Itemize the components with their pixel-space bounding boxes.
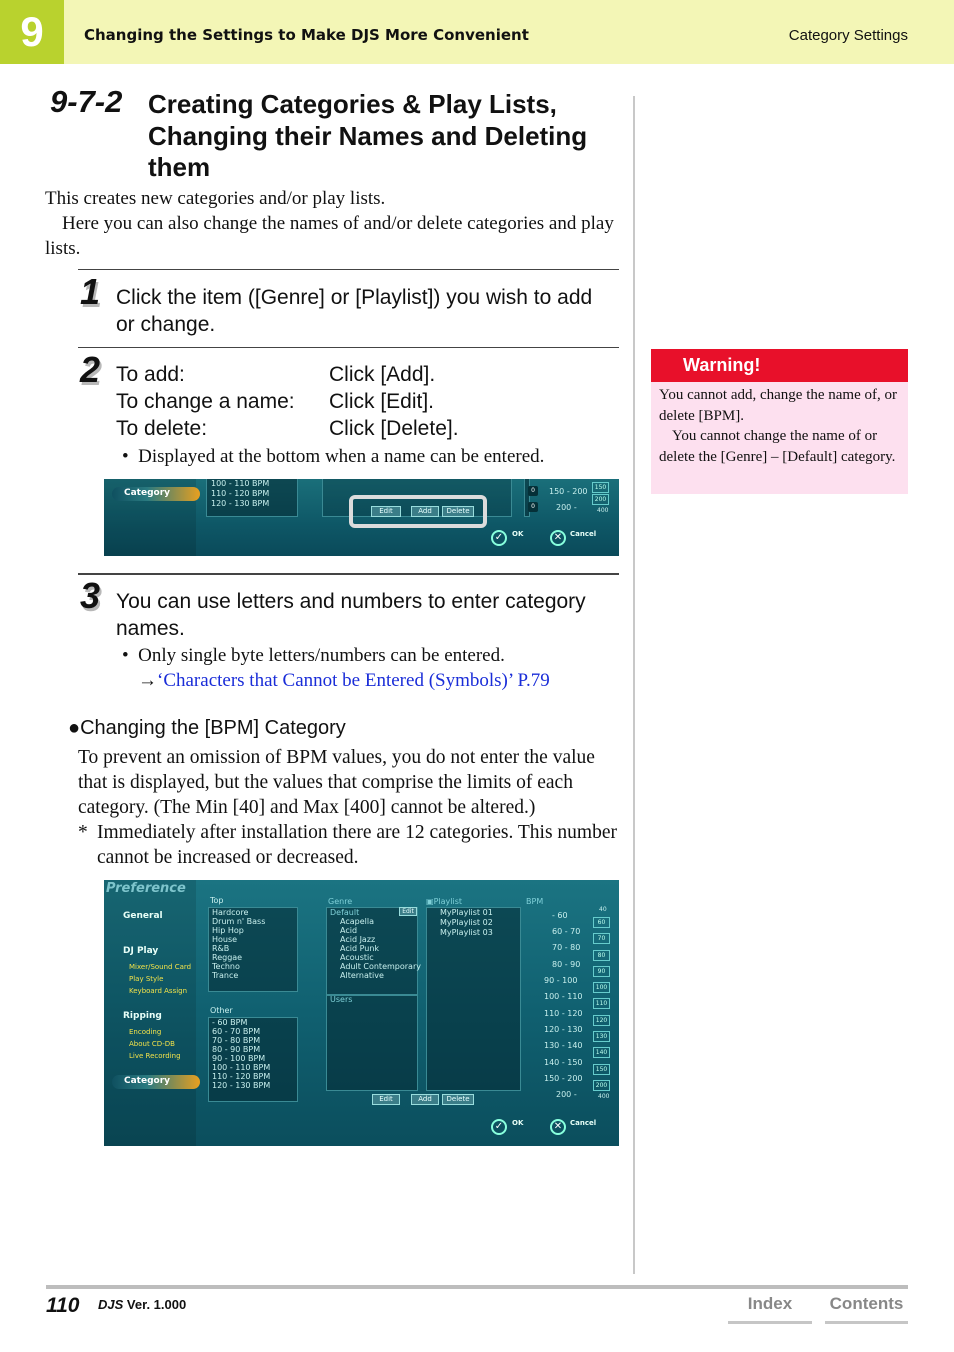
bpm-value[interactable]: 140 (593, 1047, 610, 1058)
screenshot-edit-buttons (104, 479, 619, 556)
bpm-value[interactable]: 150 (593, 1064, 610, 1075)
genre-label: Genre (328, 897, 353, 906)
playlist-item[interactable]: MyPlaylist 03 (440, 928, 493, 937)
bpm-range: 60 - 70 (552, 927, 581, 936)
list-item: 120 - 130 BPM (211, 499, 270, 508)
genre-item[interactable]: Acid Jazz (340, 935, 376, 944)
list-item[interactable]: Reggae (212, 953, 243, 962)
submenu-mixer[interactable]: Mixer/Sound Card (129, 963, 192, 971)
genre-item[interactable]: Alternative (340, 971, 384, 980)
bpm-value[interactable]: 110 (593, 998, 610, 1009)
action-value: Click [Add]. (329, 363, 436, 386)
cancel-label[interactable]: Cancel (570, 530, 597, 538)
list-item: 100 - 110 BPM (211, 479, 270, 488)
bpm-max-value: 400 (597, 507, 609, 514)
bpm-range: 200 - (556, 1090, 577, 1099)
note-asterisk: * (78, 822, 88, 843)
menu-ripping[interactable]: Ripping (123, 1011, 162, 1021)
bpm-value[interactable]: 130 (593, 1031, 610, 1042)
bpm-range: 70 - 80 (552, 943, 581, 952)
screenshot-preference-category (104, 880, 619, 1146)
playlist-item[interactable]: MyPlaylist 02 (440, 918, 493, 927)
step-3-number: 3 (80, 575, 101, 616)
bpm-value[interactable]: 200 (593, 1080, 610, 1091)
section-title: Creating Categories & Play Lists, Changing their Names and Deleting them (148, 89, 588, 182)
list-item[interactable]: Hardcore (212, 908, 249, 917)
section-name: Category Settings (788, 27, 908, 44)
step-2-number: 2 (80, 349, 101, 390)
ok-label[interactable]: OK (512, 1119, 524, 1127)
bpm-note (78, 820, 623, 870)
bpm-value[interactable]: 90 (593, 966, 610, 977)
bpm-range: 80 - 90 (552, 960, 581, 969)
bpm-value[interactable]: 100 (593, 982, 610, 993)
submenu-cddb[interactable]: About CD-DB (129, 1040, 175, 1048)
step-1-text: Click the item ([Genre] or [Playlist]) you wish to add or change. (116, 286, 593, 336)
list-item[interactable]: House (212, 935, 238, 944)
contents-link[interactable]: Contents (825, 1294, 908, 1324)
warning-paragraph-1: You cannot add, change the name of, or delete [BPM]. (659, 387, 897, 424)
preference-title: Preference (106, 881, 186, 896)
users-list-panel[interactable] (326, 995, 418, 1091)
note-text: Immediately after installation there are 12 categories. This number cannot be increased or decreased. (97, 822, 617, 868)
arrow-right-icon: → (138, 670, 157, 691)
chapter-number: 9 (0, 0, 64, 64)
list-item: 110 - 120 BPM (211, 489, 270, 498)
bpm-value[interactable]: 120 (593, 1015, 610, 1026)
action-row-delete (116, 415, 616, 442)
menu-category[interactable]: Category (124, 1076, 171, 1086)
genre-item[interactable]: Acid Punk (340, 944, 380, 953)
bpm-range: 150 - 200 (549, 487, 588, 496)
action-value: Click [Delete]. (329, 417, 459, 440)
list-item[interactable]: 80 - 90 BPM (212, 1045, 261, 1054)
ok-check-icon[interactable]: ✓ (491, 1119, 507, 1135)
step-2-bullet: • Displayed at the bottom when a name can be entered. (122, 446, 545, 467)
column-divider (633, 96, 635, 1274)
bpm-knob[interactable]: 0 (528, 502, 538, 512)
top-label: Top (210, 896, 224, 905)
submenu-keyboard[interactable]: Keyboard Assign (129, 987, 188, 995)
list-item[interactable]: 100 - 110 BPM (212, 1063, 271, 1072)
warning-body (651, 382, 908, 494)
edit-button[interactable]: Edit (371, 506, 401, 517)
bullet-dot-icon: ● (68, 717, 81, 739)
intro-line-2: Here you can also change the names of and/or delete categories and play lists. (45, 213, 614, 259)
genre-default[interactable]: Default (330, 908, 360, 917)
action-label: To add: (116, 363, 185, 386)
bpm-value[interactable]: 70 (593, 933, 610, 944)
bpm-knob[interactable]: 0 (528, 486, 538, 496)
list-item[interactable]: 90 - 100 BPM (212, 1054, 266, 1063)
menu-category: Category (124, 488, 171, 498)
bpm-value[interactable]: 200 (592, 494, 609, 505)
bpm-range: 150 - 200 (544, 1074, 583, 1083)
bpm-value[interactable]: 60 (593, 917, 610, 928)
list-item[interactable]: Techno (212, 962, 240, 971)
bpm-body: To prevent an omission of BPM values, you do not enter the value that is displayed, but the values that comprise the limits of each category. (The Min [40] and Max [400] cannot be altered.) (78, 747, 595, 818)
index-link[interactable]: Index (728, 1294, 812, 1324)
genre-edit-button[interactable]: Edit (399, 907, 417, 916)
bpm-max-value: 400 (598, 1093, 610, 1100)
step-divider (78, 269, 619, 270)
bpm-range: 100 - 110 (544, 992, 583, 1001)
bpm-range: 90 - 100 (544, 976, 578, 985)
action-row-add (116, 361, 616, 388)
bpm-value[interactable]: 150 (592, 482, 609, 493)
step-divider (78, 573, 619, 575)
edit-button[interactable]: Edit (372, 1094, 400, 1105)
playlist-item[interactable]: MyPlaylist 01 (440, 908, 493, 917)
cancel-x-icon[interactable]: ✕ (550, 530, 566, 546)
delete-button[interactable]: Delete (442, 1094, 474, 1105)
list-item[interactable]: - 60 BPM (212, 1018, 248, 1027)
section-number: 9-7-2 (50, 84, 123, 119)
cancel-x-icon[interactable]: ✕ (550, 1119, 566, 1135)
footer-rule (46, 1285, 908, 1289)
intro-text (45, 186, 625, 261)
chapter-title: Changing the Settings to Make DJS More Convenient (84, 26, 529, 44)
action-value: Click [Edit]. (329, 390, 435, 413)
symbols-page-link[interactable]: →‘Characters that Cannot be Entered (Symbols)’ P.79 (138, 670, 550, 691)
add-button[interactable]: Add (411, 1094, 439, 1105)
list-item[interactable]: 110 - 120 BPM (212, 1072, 271, 1081)
delete-button[interactable]: Delete (442, 506, 474, 517)
list-item[interactable]: 120 - 130 BPM (212, 1081, 271, 1090)
add-button[interactable]: Add (411, 506, 439, 517)
bpm-label: BPM (526, 897, 544, 906)
genre-item[interactable]: Acoustic (340, 953, 374, 962)
genre-item[interactable]: Adult Contemporary (340, 962, 421, 971)
menu-dj-play[interactable]: DJ Play (123, 946, 159, 956)
bpm-range: 200 - (556, 503, 577, 512)
submenu-live-recording[interactable]: Live Recording (129, 1052, 181, 1060)
bpm-subheading: ●Changing the [BPM] Category (68, 717, 346, 739)
bpm-range: 120 - 130 (544, 1025, 583, 1034)
step-divider (78, 347, 619, 348)
submenu-play-style[interactable]: Play Style (129, 975, 164, 983)
step-1-number: 1 (80, 271, 101, 312)
submenu-encoding[interactable]: Encoding (129, 1028, 162, 1036)
genre-item[interactable]: Acapella (340, 917, 374, 926)
genre-item[interactable]: Acid (340, 926, 358, 935)
list-item[interactable]: 70 - 80 BPM (212, 1036, 261, 1045)
bpm-range: 110 - 120 (544, 1009, 583, 1018)
warning-title: Warning! (651, 349, 908, 382)
list-item[interactable]: R&B (212, 944, 230, 953)
product-version: DJS Ver. 1.000 (98, 1297, 187, 1312)
intro-line-1: This creates new categories and/or play lists. (45, 188, 386, 209)
buttons-highlight-frame (349, 495, 487, 528)
bpm-range: 140 - 150 (544, 1058, 583, 1067)
step-3-bullet: • Only single byte letters/numbers can be entered. (122, 645, 505, 666)
step-3-text: You can use letters and numbers to enter category names. (116, 590, 586, 640)
ok-label[interactable]: OK (512, 530, 524, 538)
genre-users[interactable]: Users (330, 995, 353, 1004)
step-2-actions (116, 361, 616, 442)
action-label: To delete: (116, 417, 208, 440)
other-label: Other (210, 1006, 233, 1015)
bpm-range: 130 - 140 (544, 1041, 583, 1050)
list-item[interactable]: Hip Hop (212, 926, 244, 935)
action-row-edit (116, 388, 616, 415)
list-item[interactable]: Drum n' Bass (212, 917, 266, 926)
bpm-value[interactable]: 80 (593, 950, 610, 961)
warning-paragraph-2: You cannot change the name of or delete the [Genre] – [Default] category. (659, 428, 896, 465)
action-label: To change a name: (116, 390, 295, 413)
ok-check-icon[interactable]: ✓ (491, 530, 507, 546)
list-item[interactable]: 60 - 70 BPM (212, 1027, 261, 1036)
list-item[interactable]: Trance (212, 971, 239, 980)
cancel-label[interactable]: Cancel (570, 1119, 597, 1127)
bpm-range: - 60 (552, 911, 568, 920)
playlist-label: ▣Playlist (426, 897, 462, 906)
menu-general[interactable]: General (123, 911, 163, 921)
bpm-min-value: 40 (599, 906, 607, 913)
page-number: 110 (46, 1294, 80, 1317)
page-header (0, 0, 954, 64)
